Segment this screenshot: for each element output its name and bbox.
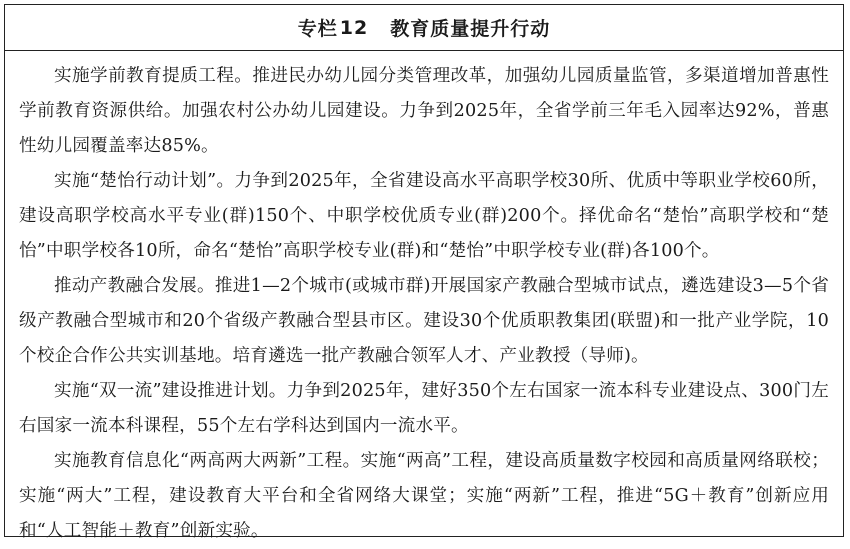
- box-label: 专栏: [297, 18, 338, 40]
- feature-box: [4, 4, 844, 541]
- paragraph-double-first-class: 实施“双一流”建设推进计划。力争到2025年，建好350个左右国家一流本科专业建设点、300门左右国家一流本科课程，55个左右学科达到国内一流水平。: [19, 381, 829, 436]
- paragraph-industry-education: 推动产教融合发展。推进1—2个城市(或城市群)开展国家产教融合型城市试点，遴选建设3—5个省级产教融合型城市和20个省级产教融合型县市区。建设30个优质职教集团(联盟)和一批产业学院，10个校企合作公共实训基地。培育遴选一批产教融合领军人才、产业教授（导师)。: [19, 276, 829, 366]
- paragraph-chuyi-plan: 实施“楚怡行动计划”。力争到2025年，全省建设高水平高职学校30所、优质中等职业学校60所，建设高职学校高水平专业(群)150个、中职学校优质专业(群)200个。择优命名“楚怡”高职学校和“楚怡”中职学校各10所，命名“楚怡”高职学校专业(群)和“楚怡”中职学校专业(群)各100个。: [19, 171, 829, 261]
- box-header: [5, 5, 843, 51]
- paragraph-education-informatization: 实施教育信息化“两高两大两新”工程。实施“两高”工程，建设高质量数字校园和高质量网络联校；实施“两大”工程，建设教育大平台和全省网络大课堂；实施“两新”工程，推进“5G＋教育”创新应用和“人工智能＋教育”创新实验。: [19, 451, 829, 541]
- box-number: 12: [339, 16, 369, 39]
- paragraph-preschool: 实施学前教育提质工程。推进民办幼儿园分类管理改革，加强幼儿园质量监管，多渠道增加普惠性学前教育资源供给。加强农村公办幼儿园建设。力争到2025年，全省学前三年毛入园率达92%，普惠性幼儿园覆盖率达85%。: [19, 66, 829, 156]
- box-title: 教育质量提升行动: [390, 18, 551, 40]
- box-content: [5, 51, 843, 549]
